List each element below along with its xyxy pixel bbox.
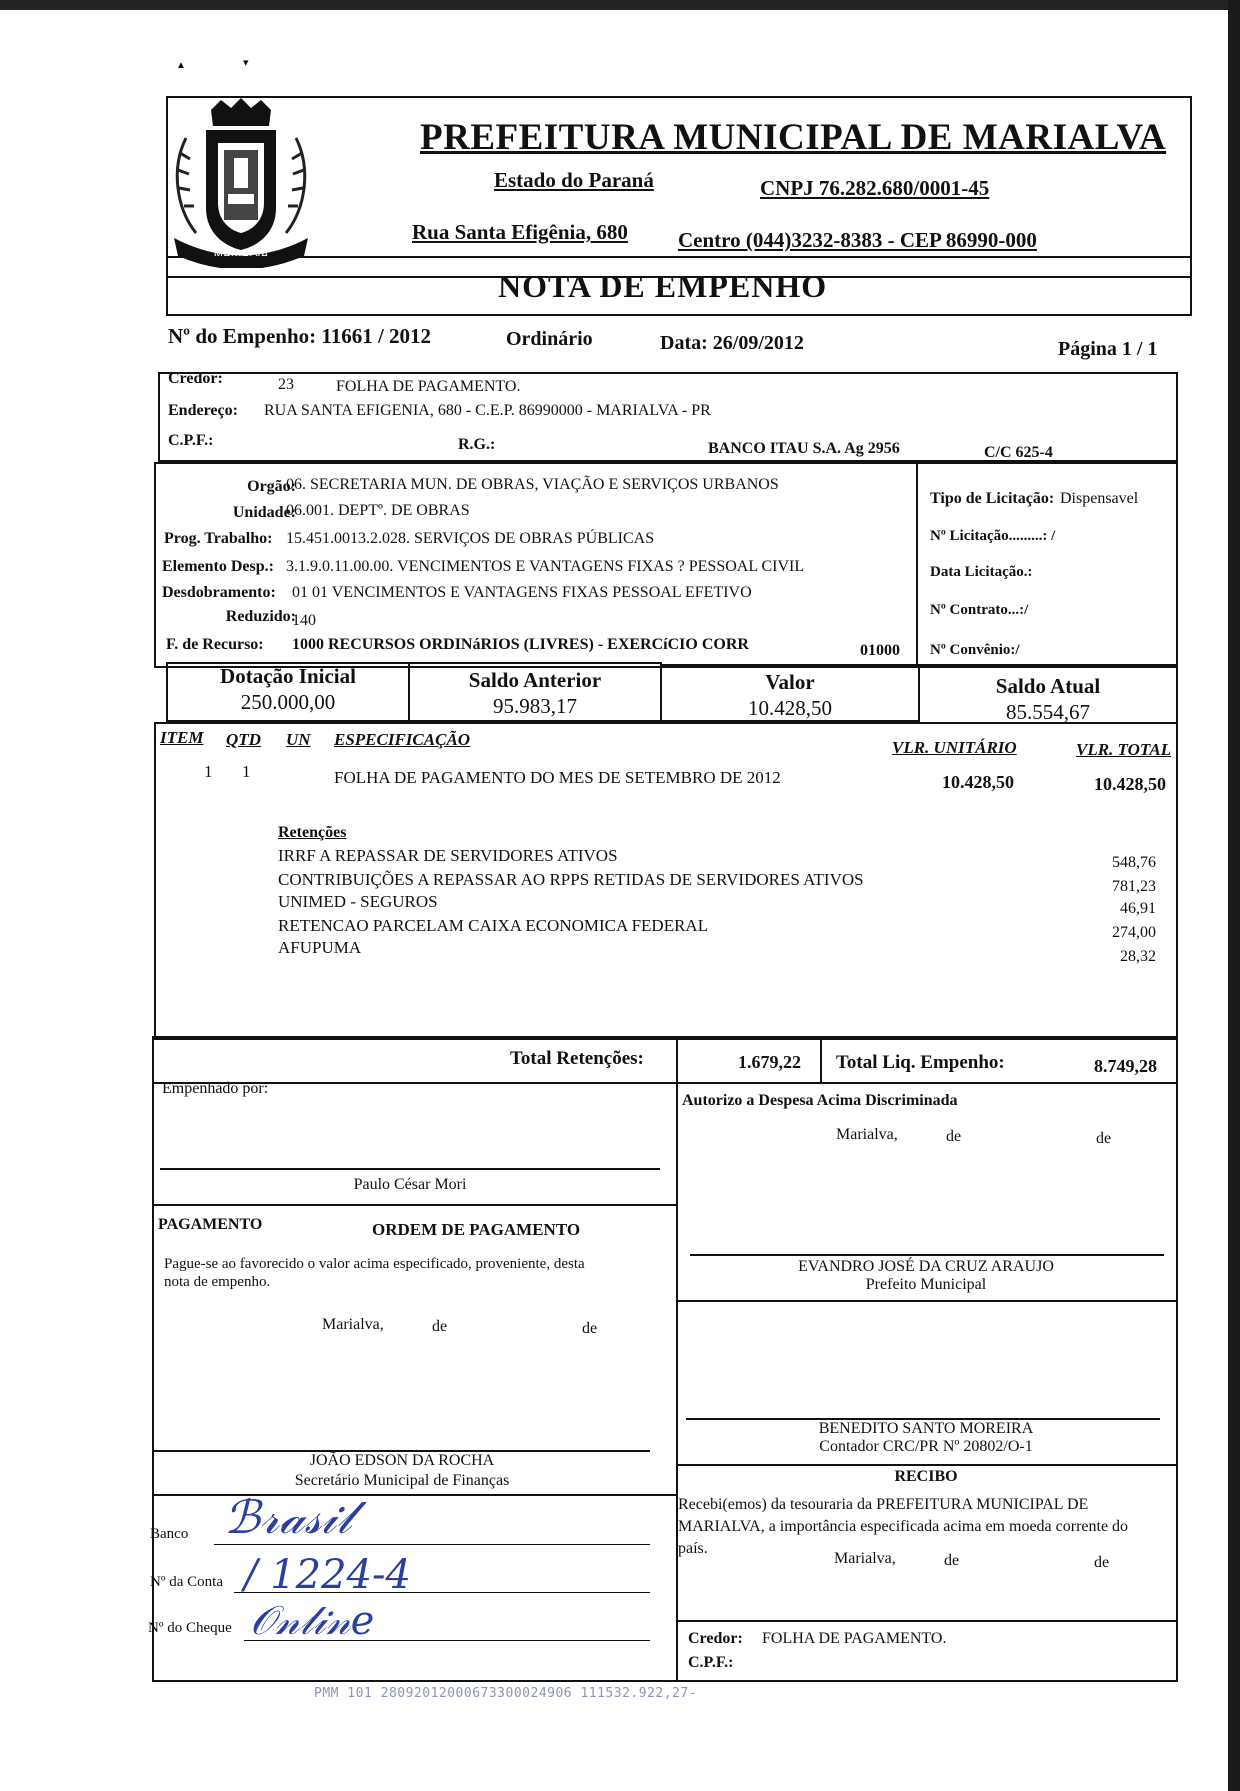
col-qtd-header: QTD <box>226 730 261 749</box>
col-spec-header: ESPECIFICAÇÃO <box>334 730 471 749</box>
orgao-value: 06. SECRETARIA MUN. DE OBRAS, VIAÇÃO E SERVIÇOS URBANOS <box>286 476 779 493</box>
retention-amount: 46,91 <box>1120 900 1156 917</box>
mayor-name: EVANDRO JOSÉ DA CRUZ ARAUJO <box>798 1258 1054 1275</box>
tipo-licitacao-label: Tipo de Licitação: <box>930 490 1055 507</box>
svg-text:MARIALVA: MARIALVA <box>213 248 269 261</box>
section-divider <box>676 1464 1176 1466</box>
lower-divider <box>676 1084 678 1680</box>
date-de: de <box>944 1552 960 1569</box>
address-district-phone: Centro (044)3232-8383 - CEP 86990-000 <box>678 228 1037 252</box>
recurso-label: F. de Recurso: <box>166 636 264 653</box>
receipt-text: MARIALVA, a importância especificada acima em moeda corrente do <box>678 1518 1129 1535</box>
date-de: de <box>1096 1130 1112 1147</box>
signature-line <box>676 1620 1176 1622</box>
col-unit-value-header: VLR. UNITÁRIO <box>892 738 1017 757</box>
check-field-label: Nº do Cheque <box>148 1620 232 1636</box>
cpf-label: C.P.F.: <box>168 432 214 449</box>
receipt-text: país. <box>678 1540 708 1557</box>
total-net-value: 8.749,28 <box>1094 1056 1157 1076</box>
issued-by-label: Empenhado por: <box>162 1080 269 1097</box>
totals-row <box>152 1036 1178 1084</box>
scan-edge-top <box>0 0 1240 10</box>
retention-amount: 548,76 <box>1112 854 1156 871</box>
signature-line <box>160 1168 660 1170</box>
prefecture-title: PREFEITURA MUNICIPAL DE MARIALVA <box>420 117 1167 158</box>
date-de: de <box>432 1318 448 1335</box>
creditor-name: FOLHA DE PAGAMENTO. <box>336 378 521 395</box>
orgao-label: Orgão: <box>247 478 296 495</box>
dotacao-inicial-label: Dotação Inicial <box>220 664 356 688</box>
col-item-header: ITEM <box>160 728 204 747</box>
accountant-title: Contador CRC/PR Nº 20802/O-1 <box>819 1438 1033 1455</box>
totals-divider <box>676 1038 678 1084</box>
place-date: Marialva, <box>322 1316 384 1333</box>
tipo-licitacao-value: Dispensavel <box>1060 490 1139 507</box>
creditor-label: Credor: <box>168 370 223 387</box>
unidade-value: 06.001. DEPTº. DE OBRAS <box>286 502 470 519</box>
retention-description: IRRF A REPASSAR DE SERVIDORES ATIVOS <box>278 846 618 865</box>
document-title: NOTA DE EMPENHO <box>498 268 828 304</box>
saldo-atual-label: Saldo Atual <box>995 674 1101 698</box>
item-number: 1 <box>204 762 213 781</box>
valor-value: 10.428,50 <box>748 696 832 720</box>
finance-secretary-name: JOÃO EDSON DA ROCHA <box>309 1452 495 1469</box>
total-retentions-value: 1.679,22 <box>738 1052 801 1072</box>
retention-description: UNIMED - SEGUROS <box>278 892 438 911</box>
authorize-label: Autorizo a Despesa Acima Discriminada <box>682 1092 958 1109</box>
classification-divider <box>916 464 918 668</box>
item-total-value: 10.428,50 <box>1094 774 1166 794</box>
retention-description: RETENCAO PARCELAM CAIXA ECONOMICA FEDERAL <box>278 916 709 935</box>
scan-edge-right <box>1228 0 1240 1791</box>
bank-info: BANCO ITAU S.A. Ag 2956 <box>708 440 900 457</box>
desdobramento-value: 01 01 VENCIMENTOS E VANTAGENS FIXAS PESSOAL EFETIVO <box>292 584 752 601</box>
payment-label: PAGAMENTO <box>158 1216 263 1233</box>
desdobramento-label: Desdobramento: <box>162 584 276 601</box>
retentions-heading: Retenções <box>278 824 347 841</box>
receipt-creditor-name: FOLHA DE PAGAMENTO. <box>762 1630 947 1647</box>
payment-order-title: ORDEM DE PAGAMENTO <box>372 1220 581 1239</box>
saldo-anterior-label: Saldo Anterior <box>468 668 602 692</box>
elemento-label: Elemento Desp.: <box>162 558 274 575</box>
rg-label: R.G.: <box>458 436 496 453</box>
address-label: Endereço: <box>168 402 238 419</box>
totals-divider <box>820 1038 822 1084</box>
place-date: Marialva, <box>836 1126 898 1143</box>
col-un-header: UN <box>286 730 311 749</box>
prog-trabalho-value: 15.451.0013.2.028. SERVIÇOS DE OBRAS PÚBLICAS <box>286 530 655 547</box>
unidade-label: Unidade: <box>232 504 296 521</box>
account-field-label: Nº da Conta <box>150 1574 223 1590</box>
reduzido-label: Reduzido: <box>225 608 296 625</box>
account-info: C/C 625-4 <box>984 444 1053 461</box>
prog-trabalho-label: Prog. Trabalho: <box>164 530 273 547</box>
convenio-number: Nº Convênio:/ <box>930 642 1020 658</box>
finance-secretary-title: Secretário Municipal de Finanças <box>294 1472 510 1489</box>
handwritten-check: 𝒪𝓃𝓁𝒾𝓃𝑒 <box>250 1598 375 1644</box>
issued-by-name: Paulo César Mori <box>353 1176 467 1193</box>
total-retentions-label: Total Retenções: <box>510 1048 644 1069</box>
receipt-title: RECIBO <box>894 1468 958 1485</box>
total-net-label: Total Liq. Empenho: <box>836 1052 1005 1073</box>
recurso-code: 01000 <box>860 642 900 659</box>
valor-label: Valor <box>765 670 815 694</box>
section-divider <box>154 1204 676 1206</box>
item-unit-value: 10.428,50 <box>942 772 1014 792</box>
place-date: Marialva, <box>834 1550 896 1567</box>
cnpj: CNPJ 76.282.680/0001-45 <box>760 176 990 200</box>
accountant-name: BENEDITO SANTO MOREIRA <box>818 1420 1034 1437</box>
handwritten-bank: ℬ𝓇𝒶𝓈𝒾𝓁 <box>224 1490 352 1544</box>
saldo-anterior-value: 95.983,17 <box>493 694 577 718</box>
mayor-title: Prefeito Municipal <box>865 1276 987 1293</box>
signature-line <box>690 1254 1164 1256</box>
saldo-atual-value: 85.554,67 <box>1006 700 1090 724</box>
scan-mark: ▲ <box>176 60 186 71</box>
handwritten-account: / 1224-4 <box>244 1552 411 1598</box>
data-licitacao: Data Licitação.: <box>930 564 1033 580</box>
reduzido-value: 140 <box>292 612 316 629</box>
scan-mark: ▾ <box>243 57 249 69</box>
date-de: de <box>946 1128 962 1145</box>
date-de: de <box>582 1320 598 1337</box>
receipt-creditor-label: Credor: <box>688 1630 743 1647</box>
payment-instruction: nota de empenho. <box>164 1274 271 1290</box>
municipal-coat-of-arms-icon <box>166 98 316 268</box>
col-total-header: VLR. TOTAL <box>1076 740 1172 759</box>
elemento-value: 3.1.9.0.11.00.00. VENCIMENTOS E VANTAGENS FIXAS ? PESSOAL CIVIL <box>286 558 805 575</box>
recurso-value: 1000 RECURSOS ORDINáRIOS (LIVRES) - EXERCíCIO CORR <box>292 636 749 653</box>
retention-description: CONTRIBUIÇÕES A REPASSAR AO RPPS RETIDAS DE SERVIDORES ATIVOS <box>278 870 864 889</box>
machine-print-code: PMM 101 28092012000673300024906 111532.922,27- <box>314 1686 698 1701</box>
retention-amount: 28,32 <box>1120 948 1156 965</box>
address-street: Rua Santa Efigênia, 680 <box>412 220 628 244</box>
date-de: de <box>1094 1554 1110 1571</box>
receipt-cpf-label: C.P.F.: <box>688 1654 734 1671</box>
item-description: FOLHA DE PAGAMENTO DO MES DE SETEMBRO DE 2012 <box>334 768 781 787</box>
creditor-code: 23 <box>278 376 294 393</box>
licitacao-number: Nº Licitação.........: / <box>930 528 1056 544</box>
empenho-date: Data: 26/09/2012 <box>660 332 804 354</box>
retention-amount: 781,23 <box>1112 878 1156 895</box>
empenho-number: Nº do Empenho: 11661 / 2012 <box>168 324 432 348</box>
receipt-text: Recebi(emos) da tesouraria da PREFEITURA MUNICIPAL DE <box>678 1496 1089 1513</box>
item-qty: 1 <box>242 762 251 781</box>
empenho-type: Ordinário <box>506 328 593 350</box>
creditor-address: RUA SANTA EFIGENIA, 680 - C.E.P. 86990000 - MARIALVA - PR <box>264 402 711 419</box>
retention-amount: 274,00 <box>1112 924 1156 941</box>
bank-field-label: Banco <box>150 1526 189 1542</box>
retention-description: AFUPUMA <box>278 938 362 957</box>
dotacao-inicial-value: 250.000,00 <box>240 690 336 714</box>
contrato-number: Nº Contrato...:/ <box>930 602 1029 618</box>
payment-instruction: Pague-se ao favorecido o valor acima especificado, proveniente, desta <box>164 1256 585 1272</box>
state-name: Estado do Paraná <box>494 168 654 192</box>
page-number: Página 1 / 1 <box>1058 338 1158 360</box>
section-divider <box>676 1300 1176 1302</box>
